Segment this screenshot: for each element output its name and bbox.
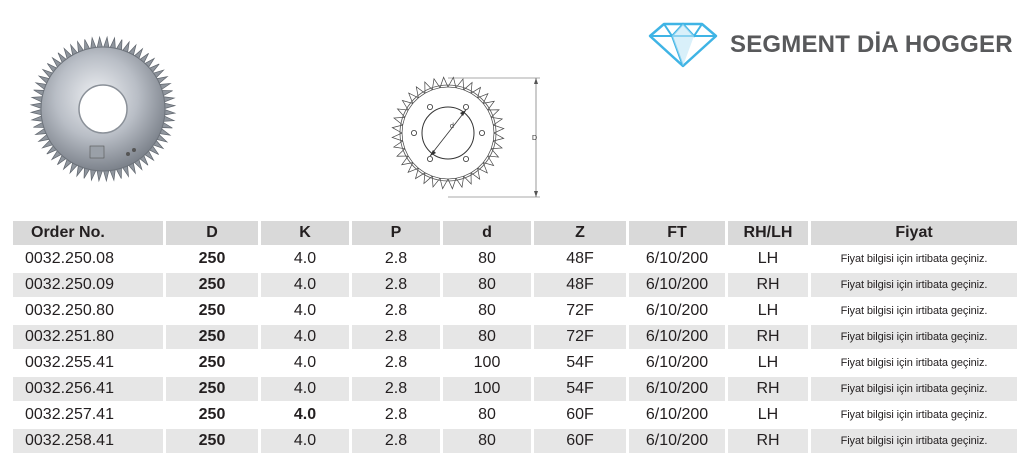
tooth — [493, 133, 503, 141]
cell-RH-LH: LH — [757, 406, 779, 423]
cell-d: 80 — [443, 273, 531, 297]
cell-d: 100 — [473, 354, 501, 371]
cell-FT: 6/10/200 — [629, 377, 725, 401]
tooth — [478, 163, 488, 173]
cell-fiyat: Fiyat bilgisi için irtibata geçiniz. — [811, 377, 1017, 401]
cell-FT: 6/10/200 — [645, 250, 709, 267]
table-row[interactable] — [13, 247, 1017, 271]
cell-Z: 54F — [534, 377, 626, 401]
col-header-K[interactable]: K — [261, 221, 349, 245]
tooth — [397, 149, 408, 157]
blade-diagram — [380, 70, 550, 200]
tooth — [432, 176, 440, 187]
tooth — [488, 110, 499, 118]
cell-K: 4.0 — [261, 429, 349, 453]
cell-RH-LH: LH — [757, 302, 779, 319]
table-row[interactable] — [13, 429, 1017, 453]
cell-Z: 60F — [566, 406, 594, 423]
cell-d: 100 — [443, 377, 531, 401]
tooth — [448, 178, 456, 189]
brand-title: SEGMENT DİA HOGGER — [730, 31, 1013, 58]
tooth — [392, 133, 403, 141]
cell-order-no: 0032.250.08 — [25, 250, 114, 267]
table-row[interactable] — [13, 325, 1017, 349]
cell-P: 2.8 — [352, 377, 440, 401]
cell-D: 250 — [166, 273, 258, 297]
cell-FT: 6/10/200 — [629, 325, 725, 349]
cell-Z: 48F — [566, 250, 594, 267]
brand-header — [648, 22, 1013, 68]
diagram-label-D: D — [532, 135, 538, 142]
col-header-D[interactable]: D — [166, 221, 258, 245]
cell-K: 4.0 — [261, 325, 349, 349]
cell-K: 4.0 — [293, 354, 317, 371]
cell-fiyat: Fiyat bilgisi için irtibata geçiniz. — [840, 357, 988, 369]
tooth — [493, 125, 504, 133]
cell-RH-LH: RH — [728, 273, 808, 297]
table-header-row — [13, 221, 1017, 245]
cell-RH-LH: RH — [728, 429, 808, 453]
tooth — [425, 82, 433, 93]
cell-P: 2.8 — [352, 429, 440, 453]
cell-d: 80 — [478, 406, 496, 423]
cell-P: 2.8 — [352, 325, 440, 349]
cell-K: 4.0 — [261, 273, 349, 297]
diamond-icon — [648, 22, 718, 68]
tooth — [491, 117, 502, 125]
table-row[interactable] — [13, 403, 1017, 427]
table-row[interactable] — [13, 273, 1017, 297]
cell-FT: 6/10/200 — [645, 302, 709, 319]
diagram-label-d: d — [450, 123, 454, 130]
cell-D: 250 — [166, 377, 258, 401]
tooth — [464, 173, 472, 184]
cell-FT: 6/10/200 — [645, 406, 709, 423]
cell-D: 250 — [198, 406, 226, 423]
cell-d: 80 — [478, 250, 496, 267]
cell-fiyat: Fiyat bilgisi için irtibata geçiniz. — [811, 325, 1017, 349]
cell-Z: 72F — [566, 302, 594, 319]
cell-P: 2.8 — [384, 354, 408, 371]
cell-FT: 6/10/200 — [629, 429, 725, 453]
tooth — [394, 141, 405, 149]
cell-P: 2.8 — [352, 273, 440, 297]
cell-D: 250 — [198, 354, 226, 371]
cell-fiyat: Fiyat bilgisi için irtibata geçiniz. — [840, 253, 988, 265]
cell-order-no: 0032.251.80 — [13, 325, 163, 349]
tooth — [394, 117, 405, 125]
cell-order-no: 0032.250.80 — [25, 302, 114, 319]
cell-P: 2.8 — [384, 406, 408, 423]
table-row[interactable] — [13, 299, 1017, 323]
cell-fiyat: Fiyat bilgisi için irtibata geçiniz. — [840, 409, 988, 421]
cell-d: 80 — [478, 302, 496, 319]
cell-fiyat: Fiyat bilgisi için irtibata geçiniz. — [840, 305, 988, 317]
col-header-P[interactable]: P — [352, 221, 440, 245]
saw-blade-photo — [28, 34, 178, 189]
tooth — [456, 79, 464, 90]
col-header-Z[interactable]: Z — [534, 221, 626, 245]
tooth — [491, 141, 502, 149]
cell-K: 4.0 — [293, 406, 317, 423]
cell-RH-LH: LH — [757, 354, 779, 371]
col-header-order-no[interactable]: Order No. — [13, 221, 163, 245]
cell-D: 250 — [198, 302, 226, 319]
cell-FT: 6/10/200 — [645, 354, 709, 371]
cell-Z: 48F — [534, 273, 626, 297]
cell-D: 250 — [166, 429, 258, 453]
cell-RH-LH: LH — [757, 250, 779, 267]
cell-order-no: 0032.250.09 — [13, 273, 163, 297]
product-table — [10, 219, 1020, 455]
saw-blade-image — [28, 34, 178, 184]
cell-order-no: 0032.255.41 — [25, 354, 114, 371]
cell-fiyat: Fiyat bilgisi için irtibata geçiniz. — [811, 273, 1017, 297]
cell-D: 250 — [166, 325, 258, 349]
tooth — [409, 93, 419, 103]
cell-order-no: 0032.258.41 — [13, 429, 163, 453]
cell-order-no: 0032.256.41 — [13, 377, 163, 401]
table-row[interactable] — [13, 377, 1017, 401]
cell-Z: 54F — [566, 354, 594, 371]
tooth — [440, 77, 448, 88]
cell-D: 250 — [198, 250, 226, 267]
tooth — [392, 125, 402, 133]
tooth — [456, 176, 464, 187]
cell-d: 80 — [443, 325, 531, 349]
cell-RH-LH: RH — [728, 325, 808, 349]
cell-order-no: 0032.257.41 — [25, 406, 114, 423]
cell-K: 4.0 — [293, 250, 317, 267]
col-header-fiyat[interactable]: Fiyat — [811, 221, 1017, 245]
tooth — [432, 79, 440, 90]
table-row[interactable] — [13, 351, 1017, 375]
col-header-FT[interactable]: FT — [629, 221, 725, 245]
cell-FT: 6/10/200 — [629, 273, 725, 297]
cell-K: 4.0 — [293, 302, 317, 319]
tooth — [478, 94, 488, 104]
col-header-RH-LH[interactable]: RH/LH — [728, 221, 808, 245]
tooth — [448, 77, 456, 87]
technical-drawing — [380, 70, 550, 205]
cell-fiyat: Fiyat bilgisi için irtibata geçiniz. — [811, 429, 1017, 453]
cell-P: 2.8 — [384, 250, 408, 267]
tooth — [440, 178, 448, 188]
cell-K: 4.0 — [261, 377, 349, 401]
cell-RH-LH: RH — [728, 377, 808, 401]
tooth — [408, 163, 418, 173]
cell-d: 80 — [443, 429, 531, 453]
cell-Z: 60F — [534, 429, 626, 453]
cell-Z: 72F — [534, 325, 626, 349]
col-header-d[interactable]: d — [443, 221, 531, 245]
cell-P: 2.8 — [384, 302, 408, 319]
